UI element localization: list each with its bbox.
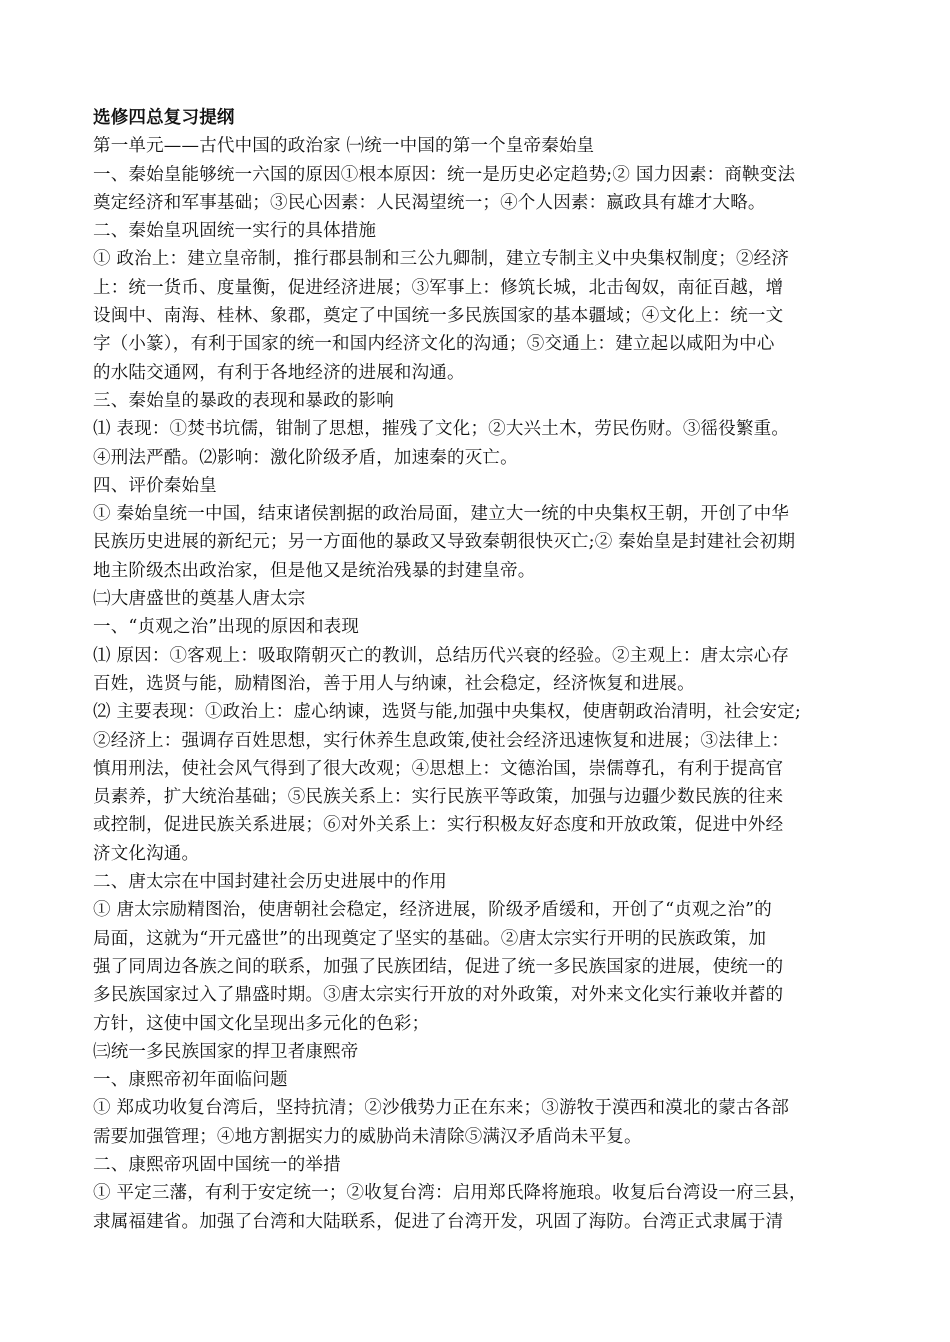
text-line: ④刑法严酷。⑵影响：激化阶级矛盾，加速秦的灭亡。 [93, 447, 518, 468]
text-line: 奠定经济和军事基础；③民心因素：人民渴望统一；④个人因素：嬴政具有雄才大略。 [93, 192, 766, 213]
text-line: 需要加强管理；④地方割据实力的威胁尚未清除⑤满汉矛盾尚未平复。 [93, 1126, 642, 1147]
text-line: 字（小篆），有利于国家的统一和国内经济文化的沟通；⑤交通上：建立起以咸阳为中心 [93, 334, 775, 355]
document-title: 选修四总复习提纲 [93, 108, 235, 128]
text-line: 方针，这使中国文化呈现出多元化的色彩； [93, 1013, 430, 1034]
text-line: ① 唐太宗励精图治，使唐朝社会稳定，经济进展，阶级矛盾缓和，开创了“贞观之治”的 [93, 900, 772, 921]
text-line: ① 秦始皇统一中国，结束诸侯割据的政治局面，建立大一统的中央集权王朝，开创了中华 [93, 504, 790, 525]
text-line: 三、秦始皇的暴政的表现和暴政的影响 [93, 390, 394, 411]
text-line: ㈢统一多民族国家的捍卫者康熙帝 [93, 1041, 359, 1062]
text-line: 慎用刑法，使社会风气得到了很大改观；④思想上：文德治国，崇儒尊孔，有利于提高官 [93, 758, 784, 779]
text-line: 设闽中、南海、桂林、象郡，奠定了中国统一多民族国家的基本疆域；④文化上：统一文 [93, 306, 784, 327]
text-line: ⑴ 表现：①焚书坑儒，钳制了思想，摧残了文化；②大兴土木，劳民伤财。③徭役繁重。 [93, 419, 790, 440]
document-body [93, 132, 851, 1236]
text-line: 第一单元——古代中国的政治家 ㈠统一中国的第一个皇帝秦始皇 [93, 136, 595, 157]
text-line: ① 郑成功收复台湾后，坚持抗清；②沙俄势力正在东来；③游牧于漠西和漠北的蒙古各部 [93, 1098, 790, 1119]
text-line: ⑴ 原因：①客观上：吸取隋朝灭亡的教训，总结历代兴衰的经验。②主观上：唐太宗心存 [93, 645, 790, 666]
text-line: 强了同周边各族之间的联系，加强了民族团结，促进了统一多民族国家的进展，使统一的 [93, 956, 784, 977]
text-line: 一、“贞观之治”出现的原因和表现 [93, 617, 360, 638]
text-line: 一、康熙帝初年面临问题 [93, 1070, 288, 1091]
text-line: 的水陆交通网，有利于各地经济的进展和沟通。 [93, 362, 465, 383]
document-page [93, 104, 851, 1236]
text-line: 或控制，促进民族关系进展；⑥对外关系上：实行积极友好态度和开放政策，促进中外经 [93, 815, 784, 836]
text-line: ① 平定三藩，有利于安定统一；②收复台湾：启用郑氏降将施琅。收复后台湾设一府三县， [93, 1183, 807, 1204]
text-line: 二、唐太宗在中国封建社会历史进展中的作用 [93, 872, 447, 893]
text-line: 地主阶级杰出政治家，但是他又是统治残暴的封建皇帝。 [93, 560, 536, 581]
text-line: 隶属福建省。加强了台湾和大陆联系，促进了台湾开发，巩固了海防。台湾正式隶属于清 [93, 1211, 784, 1232]
text-line: 民族历史进展的新纪元；另一方面他的暴政又导致秦朝很快灭亡;② 秦始皇是封建社会初期 [93, 532, 796, 553]
text-line: 二、秦始皇巩固统一实行的具体措施 [93, 221, 377, 242]
text-line: ㈡大唐盛世的奠基人唐太宗 [93, 589, 306, 610]
text-line: 济文化沟通。 [93, 843, 200, 864]
text-line: 一、秦始皇能够统一六国的原因①根本原因：统一是历史必定趋势;② 国力因素：商鞅变法 [93, 164, 796, 185]
text-line: 二、康熙帝巩固中国统一的举措 [93, 1154, 341, 1175]
text-line: ① 政治上：建立皇帝制，推行郡县制和三公九卿制，建立专制主义中央集权制度；②经济 [93, 249, 790, 270]
text-line: 多民族国家过入了鼎盛时期。③唐太宗实行开放的对外政策，对外来文化实行兼收并蓄的 [93, 985, 784, 1006]
text-line: 百姓，选贤与能，励精图治，善于用人与纳谏，社会稳定，经济恢复和进展。 [93, 673, 695, 694]
text-line: 员素养，扩大统治基础；⑤民族关系上：实行民族平等政策，加强与边疆少数民族的往来 [93, 787, 784, 808]
text-line: ②经济上：强调存百姓思想，实行休养生息政策,使社会经济迅速恢复和进展；③法律上： [93, 730, 790, 751]
text-line: 四、评价秦始皇 [93, 475, 217, 496]
text-line: 局面，这就为“开元盛世”的出现奠定了坚实的基础。②唐太宗实行开明的民族政策，加 [93, 928, 767, 949]
text-line: ⑵ 主要表现：①政治上：虚心纳谏，选贤与能,加强中央集权，使唐朝政治清明，社会安定; [93, 702, 801, 723]
text-line: 上：统一货币、度量衡，促进经济进展；③军事上：修筑长城，北击匈奴，南征百越，增 [93, 277, 784, 298]
